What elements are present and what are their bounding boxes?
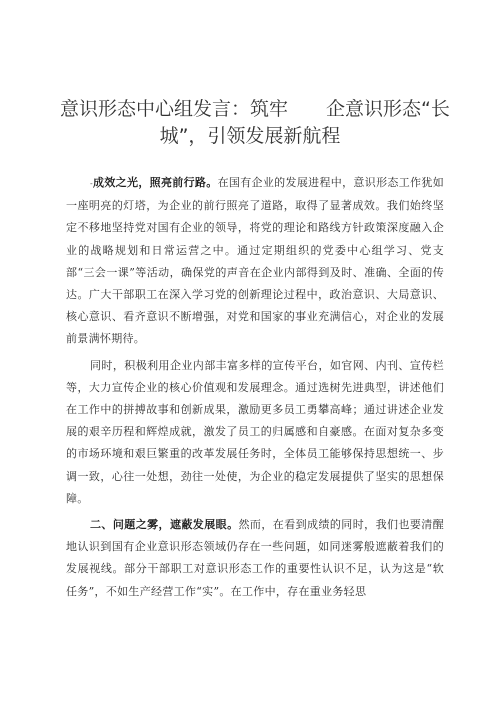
- document-title: [60, 96, 450, 150]
- paragraph-3-text: 然而，在看到成绩的同时，我们也要清醒地认识到国有企业意识形态领域仍存在一些问题，如同迷雾般遮蔽着我们的发展视线。部分干部职工对意识形态工作的重要性认识不足，认为这是“软任务”，不如生产经营工作“实”。在工作中，存在重业务轻思: [66, 518, 444, 598]
- paragraph-2-text: 同时，积极利用企业内部丰富多样的宣传平台，如官网、内刊、宣传栏等，大力宣传企业的核心价值观和发展理念。通过选树先进典型，讲述他们在工作中的拼搏故事和创新成果，激励更多员工勇攀高峰；通过讲述企业发展的艰辛历程和辉煌成就，激发了员工的归属感和自豪感。在面对复杂多变的市场环境和艰巨繁重的改革发展任务时，全体员工能够保持思想统一、步调一致，心往一处想，劲往一处使，为企业的稳定发展提供了坚实的思想保障。: [66, 358, 444, 505]
- paragraph-1-marker: -: [90, 179, 94, 188]
- paragraph-2: [66, 355, 444, 510]
- paragraph-1-heading: 成效之光，照亮前行路。: [93, 176, 218, 189]
- title-line-1: [60, 96, 450, 123]
- paragraph-3-heading: 二、问题之雾，遮蔽发展眼。: [90, 518, 239, 532]
- paragraph-1-text: 在国有企业的发展进程中，意识形态工作犹如一座明亮的灯塔，为企业的前行照亮了道路，取得了显著成效。我们始终坚定不移地坚持党对国有企业的领导，将党的理论和路线方针政策深度融入企业的战略规划和日常运营之中。通过定期组织的党委中心组学习、党支部“三会一课”等活动，确保党的声音在企业内部得到及时、准确、全面的传达。广大干部职工在深入学习党的创新理论过程中，政治意识、大局意识、核心意识、看齐意识不断增强，对党和国家的事业充满信心，对企业的发展前景满怀期待。: [66, 176, 444, 346]
- paragraph-3: [66, 514, 444, 603]
- title-line-2: 城”，引领发展新航程: [159, 125, 341, 147]
- title-line-1-part-1: 意识形态中心组发言：筑牢: [60, 98, 289, 120]
- title-line-1-part-2: 企意识形态“长: [326, 98, 450, 120]
- paragraph-1: [66, 172, 444, 351]
- document-body: [66, 172, 444, 603]
